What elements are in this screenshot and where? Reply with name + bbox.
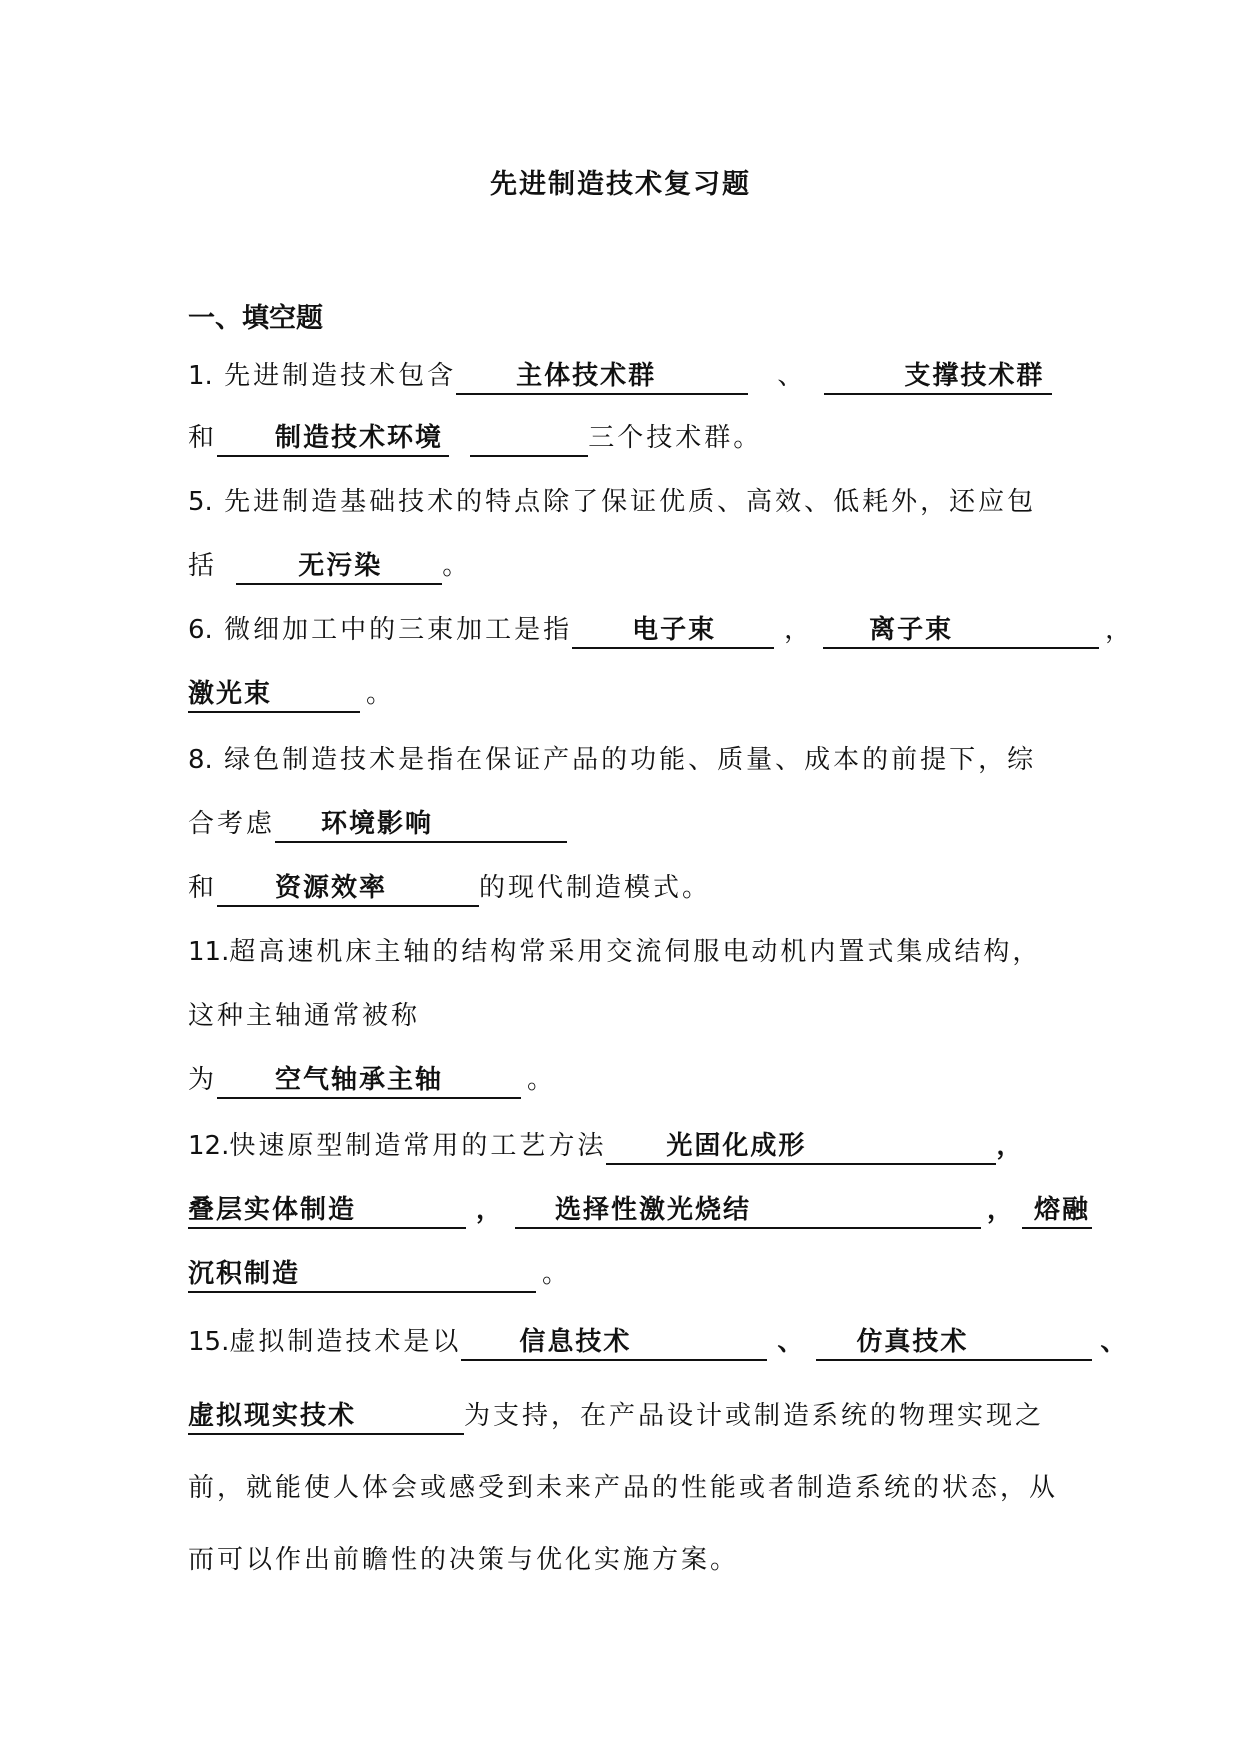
document-title: 先进制造技术复习题 [490, 169, 751, 200]
q6-line-1 [188, 610, 1134, 650]
q12-answer-1: 光固化成形 [666, 1131, 807, 1161]
q12-separator-3: ， [987, 1195, 1017, 1225]
q15-line-2 [188, 1396, 1044, 1436]
q11-blank-1 [217, 1063, 521, 1099]
q15-text-d: 而可以作出前瞻性的决策与优化实施方案。 [188, 1545, 740, 1575]
q8-text-end: 的现代制造模式。 [479, 873, 712, 903]
q11-number: 11. [188, 937, 230, 967]
q1-answer-3: 制造技术环境 [275, 423, 444, 453]
q6-number: 6. [188, 615, 213, 645]
q15-separator-1: 、 [777, 1327, 807, 1357]
q15-number: 15. [188, 1327, 230, 1357]
q12-blank-2 [188, 1193, 466, 1229]
q8-line-3 [188, 868, 711, 908]
q11-line-3 [188, 1060, 556, 1100]
q8-answer-2: 资源效率 [275, 873, 388, 903]
q1-text-and: 和 [188, 423, 218, 453]
q12-separator-2: ， [476, 1195, 506, 1225]
q15-line-3 [188, 1468, 1058, 1508]
q12-answer-2: 叠层实体制造 [188, 1195, 357, 1225]
q8-text-b: 合考虑 [188, 809, 276, 839]
q11-text-c: 为 [188, 1065, 218, 1095]
q1-blank-1 [456, 359, 748, 395]
q12-answer-3: 选择性激光烧结 [555, 1195, 752, 1225]
q11-line-2 [188, 996, 420, 1036]
q1-separator: 、 [777, 361, 807, 391]
q15-text-b: 为支持，在产品设计或制造系统的物理实现之 [464, 1401, 1045, 1431]
q12-blank-3 [515, 1193, 981, 1229]
q6-line-2 [188, 674, 395, 714]
q11-answer-1: 空气轴承主轴 [275, 1065, 444, 1095]
q12-blank-4b [188, 1257, 536, 1293]
q1-line-2 [188, 418, 762, 458]
q11-text-b: 这种主轴通常被称 [188, 1001, 421, 1031]
q5-line-2 [188, 546, 471, 586]
q6-answer-2: 离子束 [869, 615, 954, 645]
q12-line-2 [188, 1190, 1092, 1230]
q5-answer-1: 无污染 [298, 551, 383, 581]
q1-text-end: 三个技术群。 [588, 423, 763, 453]
q12-text-end: 。 [542, 1259, 572, 1289]
q15-text-c: 前，就能使人体会或感受到未来产品的性能或者制造系统的状态，从 [188, 1473, 1059, 1503]
q5-blank-1 [236, 549, 442, 585]
section-heading: 一、填空题 [188, 303, 323, 334]
q5-text: 先进制造基础技术的特点除了保证优质、高效、低耗外，还应包 [224, 487, 1037, 517]
q15-line-4 [188, 1540, 739, 1580]
q11-text-end: 。 [527, 1065, 557, 1095]
q15-text: 虚拟制造技术是以 [229, 1327, 462, 1357]
q12-answer-4a: 熔融 [1034, 1195, 1091, 1225]
q11-text: 超高速机床主轴的结构常采用交流伺服电动机内置式集成结构， [229, 937, 1042, 967]
q12-answer-4b: 沉积制造 [188, 1259, 301, 1289]
q8-line-1 [188, 740, 1036, 780]
q8-number: 8. [188, 745, 213, 775]
q6-blank-3 [188, 677, 360, 713]
q8-answer-1: 环境影响 [321, 809, 434, 839]
q5-line-1 [188, 482, 1036, 522]
q8-blank-2 [217, 871, 479, 907]
q1-blank-3 [217, 421, 449, 457]
q5-text-end: 。 [442, 551, 472, 581]
q15-blank-1 [461, 1325, 767, 1361]
q6-text-end: 。 [366, 679, 396, 709]
q6-separator-1: ， [784, 615, 814, 645]
q8-line-2 [188, 804, 567, 844]
q12-text: 快速原型制造常用的工艺方法 [229, 1131, 607, 1161]
q15-answer-1: 信息技术 [519, 1327, 632, 1357]
q12-separator-1: ， [996, 1131, 1026, 1161]
q6-separator-2: ， [1105, 615, 1135, 645]
q15-answer-3: 虚拟现实技术 [188, 1401, 357, 1431]
q1-line-1 [188, 356, 1052, 396]
q15-answer-2: 仿真技术 [856, 1327, 969, 1357]
q1-blank-3-tail [470, 421, 588, 457]
q6-answer-1: 电子束 [632, 615, 717, 645]
q6-answer-3: 激光束 [188, 679, 273, 709]
q15-line-1 [188, 1322, 1129, 1362]
q12-number: 12. [188, 1131, 230, 1161]
q1-text: 先进制造技术包含 [224, 361, 457, 391]
q8-text: 绿色制造技术是指在保证产品的功能、质量、成本的前提下，综 [224, 745, 1037, 775]
q15-blank-3 [188, 1399, 464, 1435]
q6-blank-1 [572, 613, 774, 649]
q15-blank-2 [816, 1325, 1092, 1361]
q12-blank-1 [606, 1129, 996, 1165]
q6-text: 微细加工中的三束加工是指 [224, 615, 573, 645]
q1-blank-2 [824, 359, 1052, 395]
q8-text-and: 和 [188, 873, 218, 903]
q15-separator-2: 、 [1100, 1327, 1130, 1357]
q1-number: 1. [188, 361, 213, 391]
q11-line-1 [188, 932, 1041, 972]
q8-blank-1 [275, 807, 567, 843]
q5-number: 5. [188, 487, 213, 517]
q5-text-b: 括 [188, 551, 218, 581]
q1-answer-1: 主体技术群 [516, 361, 657, 391]
q12-line-3 [188, 1254, 571, 1294]
q12-line-1 [188, 1126, 1025, 1166]
q6-blank-2 [823, 613, 1099, 649]
q1-answer-2: 支撑技术群 [904, 361, 1045, 391]
q12-blank-4a [1022, 1193, 1092, 1229]
